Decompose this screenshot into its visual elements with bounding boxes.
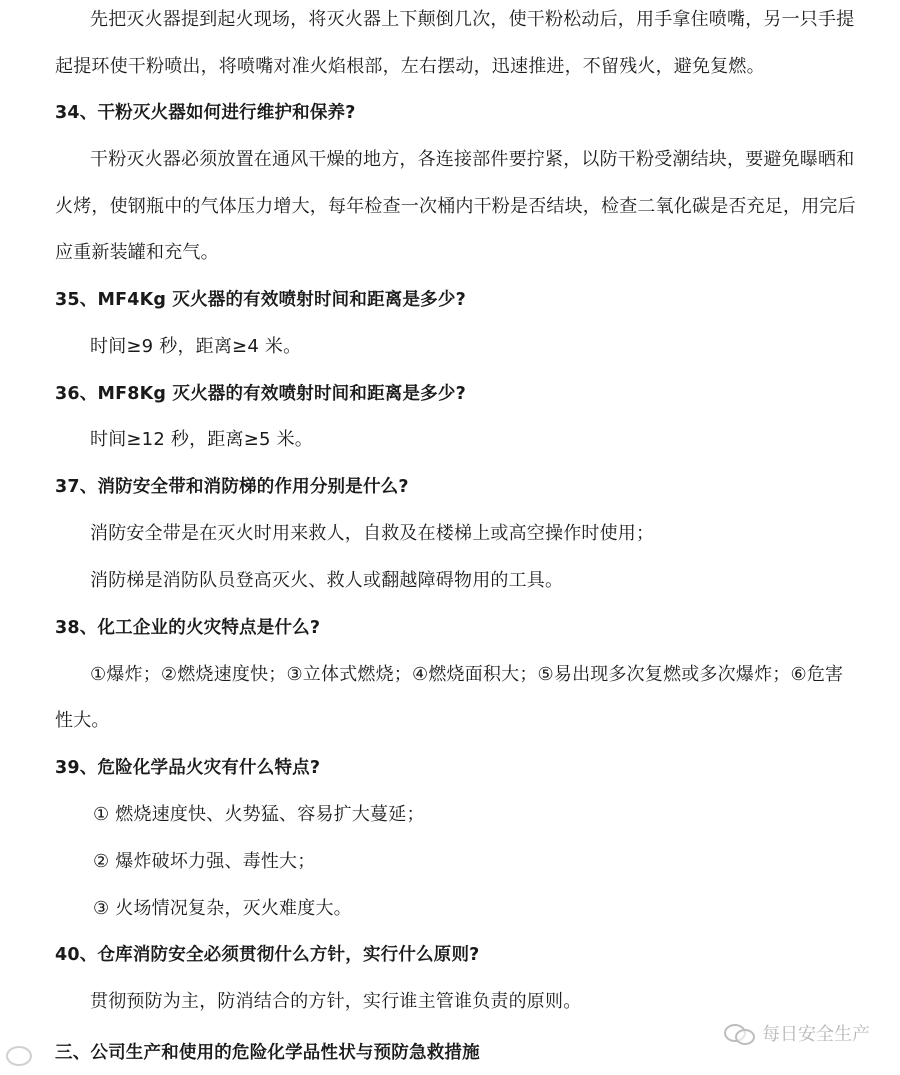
section-heading-3: 三、公司生产和使用的危险化学品性状与预防急救措施	[55, 1043, 480, 1063]
list-item: ② 爆炸破坏力强、毒性大；	[93, 851, 316, 872]
question-heading-35: 35、MF4Kg 灭火器的有效喷射时间和距离是多少?	[55, 290, 466, 310]
question-heading-36: 36、MF8Kg 灭火器的有效喷射时间和距离是多少?	[55, 384, 466, 404]
answer-line: 贯彻预防为主，防消结合的方针，实行谁主管谁负责的原则。	[90, 991, 582, 1012]
corner-logo	[6, 1046, 32, 1066]
answer-line: 消防安全带是在灭火时用来救人，自救及在楼梯上或高空操作时使用；	[90, 523, 655, 544]
watermark	[724, 1020, 870, 1046]
list-item: ① 燃烧速度快、火势猛、容易扩大蔓延；	[93, 804, 425, 825]
answer-line: 消防梯是消防队员登高灭火、救人或翻越障碍物用的工具。	[90, 570, 564, 591]
paragraph-line: 火烤，使钢瓶中的气体压力增大，每年检查一次桶内干粉是否结块，检查二氧化碳是否充足，用完后	[55, 196, 856, 217]
chat-bubbles-icon	[724, 1022, 754, 1044]
paragraph-line: 干粉灭火器必须放置在通风干燥的地方，各连接部件要拧紧，以防干粉受潮结块，要避免曝晒和	[90, 149, 855, 170]
logo-icon	[6, 1046, 32, 1066]
paragraph-line: 先把灭火器提到起火现场，将灭火器上下颠倒几次，使干粉松动后，用手拿住喷嘴，另一只手提	[90, 9, 855, 30]
watermark-text: 每日安全生产	[762, 1024, 870, 1045]
list-item: ③ 火场情况复杂，灭火难度大。	[93, 898, 352, 919]
question-heading-38: 38、化工企业的火灾特点是什么?	[55, 618, 321, 638]
answer-line: 时间≥12 秒，距离≥5 米。	[90, 429, 313, 450]
answer-line: 时间≥9 秒，距离≥4 米。	[90, 336, 302, 357]
question-heading-37: 37、消防安全带和消防梯的作用分别是什么?	[55, 477, 409, 497]
question-heading-34: 34、干粉灭火器如何进行维护和保养?	[55, 103, 356, 123]
paragraph-line: 应重新装罐和充气。	[55, 242, 219, 263]
question-heading-40: 40、仓库消防安全必须贯彻什么方针，实行什么原则?	[55, 945, 480, 965]
answer-line: 性大。	[55, 710, 110, 731]
paragraph-line: 起提环使干粉喷出，将喷嘴对准火焰根部，左右摆动，迅速推进，不留残火，避免复燃。	[55, 56, 765, 77]
question-heading-39: 39、危险化学品火灾有什么特点?	[55, 758, 321, 778]
answer-line: ①爆炸；②燃烧速度快；③立体式燃烧；④燃烧面积大；⑤易出现多次复燃或多次爆炸；⑥危害	[90, 664, 844, 685]
